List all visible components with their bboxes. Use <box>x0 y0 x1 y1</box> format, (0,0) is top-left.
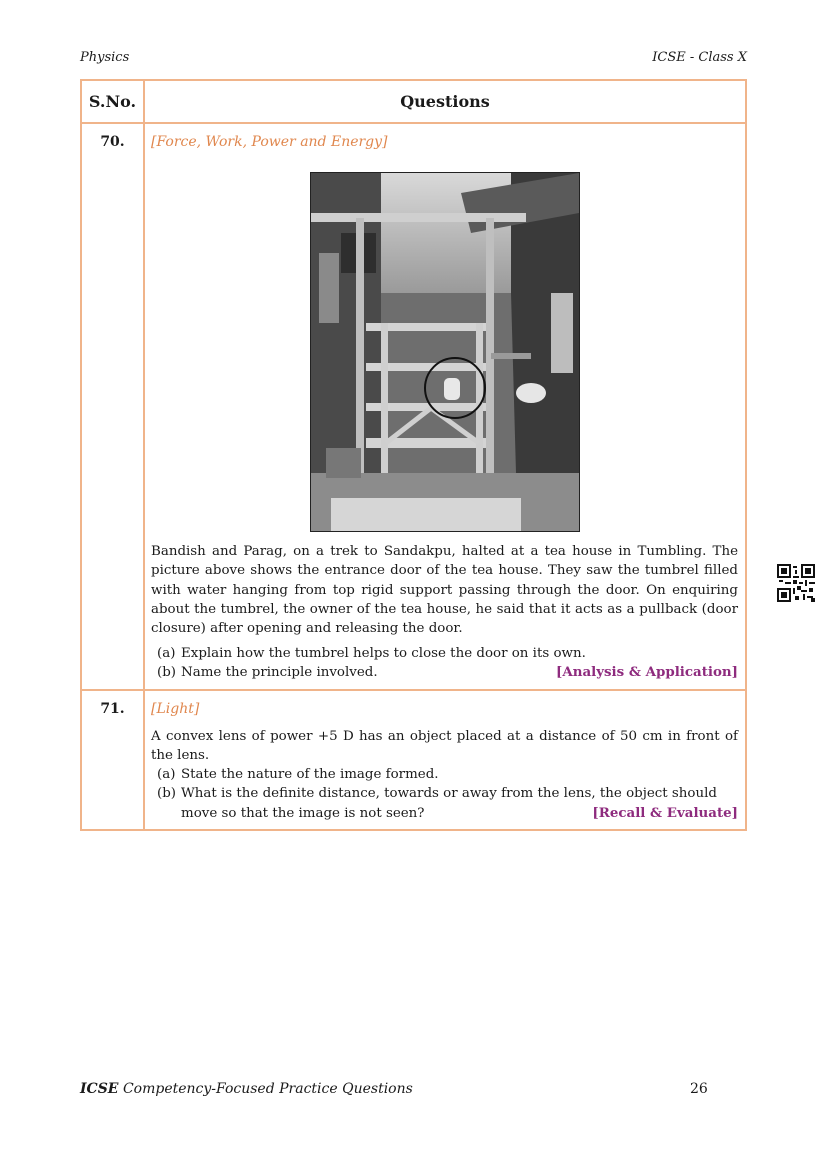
subquestion-text: State the nature of the image formed. <box>181 767 439 783</box>
subquestion-label: (a) <box>157 767 176 783</box>
subquestion-b <box>151 784 738 822</box>
questions-table <box>80 79 747 831</box>
header-subject: Physics <box>80 50 130 65</box>
competency-tag: [Analysis & Application] <box>556 664 738 681</box>
question-content <box>144 123 746 690</box>
subquestion-a <box>151 765 738 784</box>
footer-title <box>80 1081 413 1097</box>
question-passage: Bandish and Parag, on a trek to Sandakpu, halted at a tea house in Tumbling. The picture above shows the entrance door of the tea house. They saw the tumbrel filled with water hanging from top rigid support passing through the door. On enquiring about the tumbrel, the owner of the tea house, he said that it acts as a pullback (door closure) after opening and releasing the door. <box>151 544 738 637</box>
footer-title-text: Competency-Focused Practice Questions <box>122 1081 413 1097</box>
question-number: 71. <box>81 690 144 830</box>
question-passage: A convex lens of power +5 D has an object placed at a distance of 50 cm in front of the lens. <box>151 728 738 764</box>
questions-column-header: Questions <box>144 80 746 123</box>
subquestion-text-body: What is the definite distance, towards or away from the lens, the object should move so that the image is not seen? <box>181 786 717 821</box>
qr-code-icon[interactable] <box>777 564 815 602</box>
table-header-row <box>81 80 746 123</box>
subquestion-text: Explain how the tumbrel helps to close the door on its own. <box>181 646 586 662</box>
subquestion-a <box>151 644 738 663</box>
question-row-71 <box>81 690 746 830</box>
question-number: 70. <box>81 123 144 690</box>
subquestion-label: (b) <box>157 786 177 802</box>
subquestion-text-body: Name the principle involved. <box>181 665 378 681</box>
subquestion-text <box>181 663 738 682</box>
footer-brand: ICSE <box>80 1081 119 1097</box>
subquestion-text <box>181 784 738 822</box>
question-row-70 <box>81 123 746 690</box>
subquestion-label: (a) <box>157 646 176 662</box>
question-content <box>144 690 746 830</box>
competency-tag: [Recall & Evaluate] <box>592 804 738 821</box>
subquestion-label: (b) <box>157 665 177 681</box>
subquestion-b <box>151 663 738 682</box>
header-class: ICSE - Class X <box>652 50 747 65</box>
page-number: 26 <box>690 1081 708 1097</box>
tea-house-door-photo <box>310 172 580 532</box>
sno-column-header: S.No. <box>81 80 144 123</box>
question-topic: [Light] <box>151 700 200 717</box>
question-topic: [Force, Work, Power and Energy] <box>151 134 388 150</box>
